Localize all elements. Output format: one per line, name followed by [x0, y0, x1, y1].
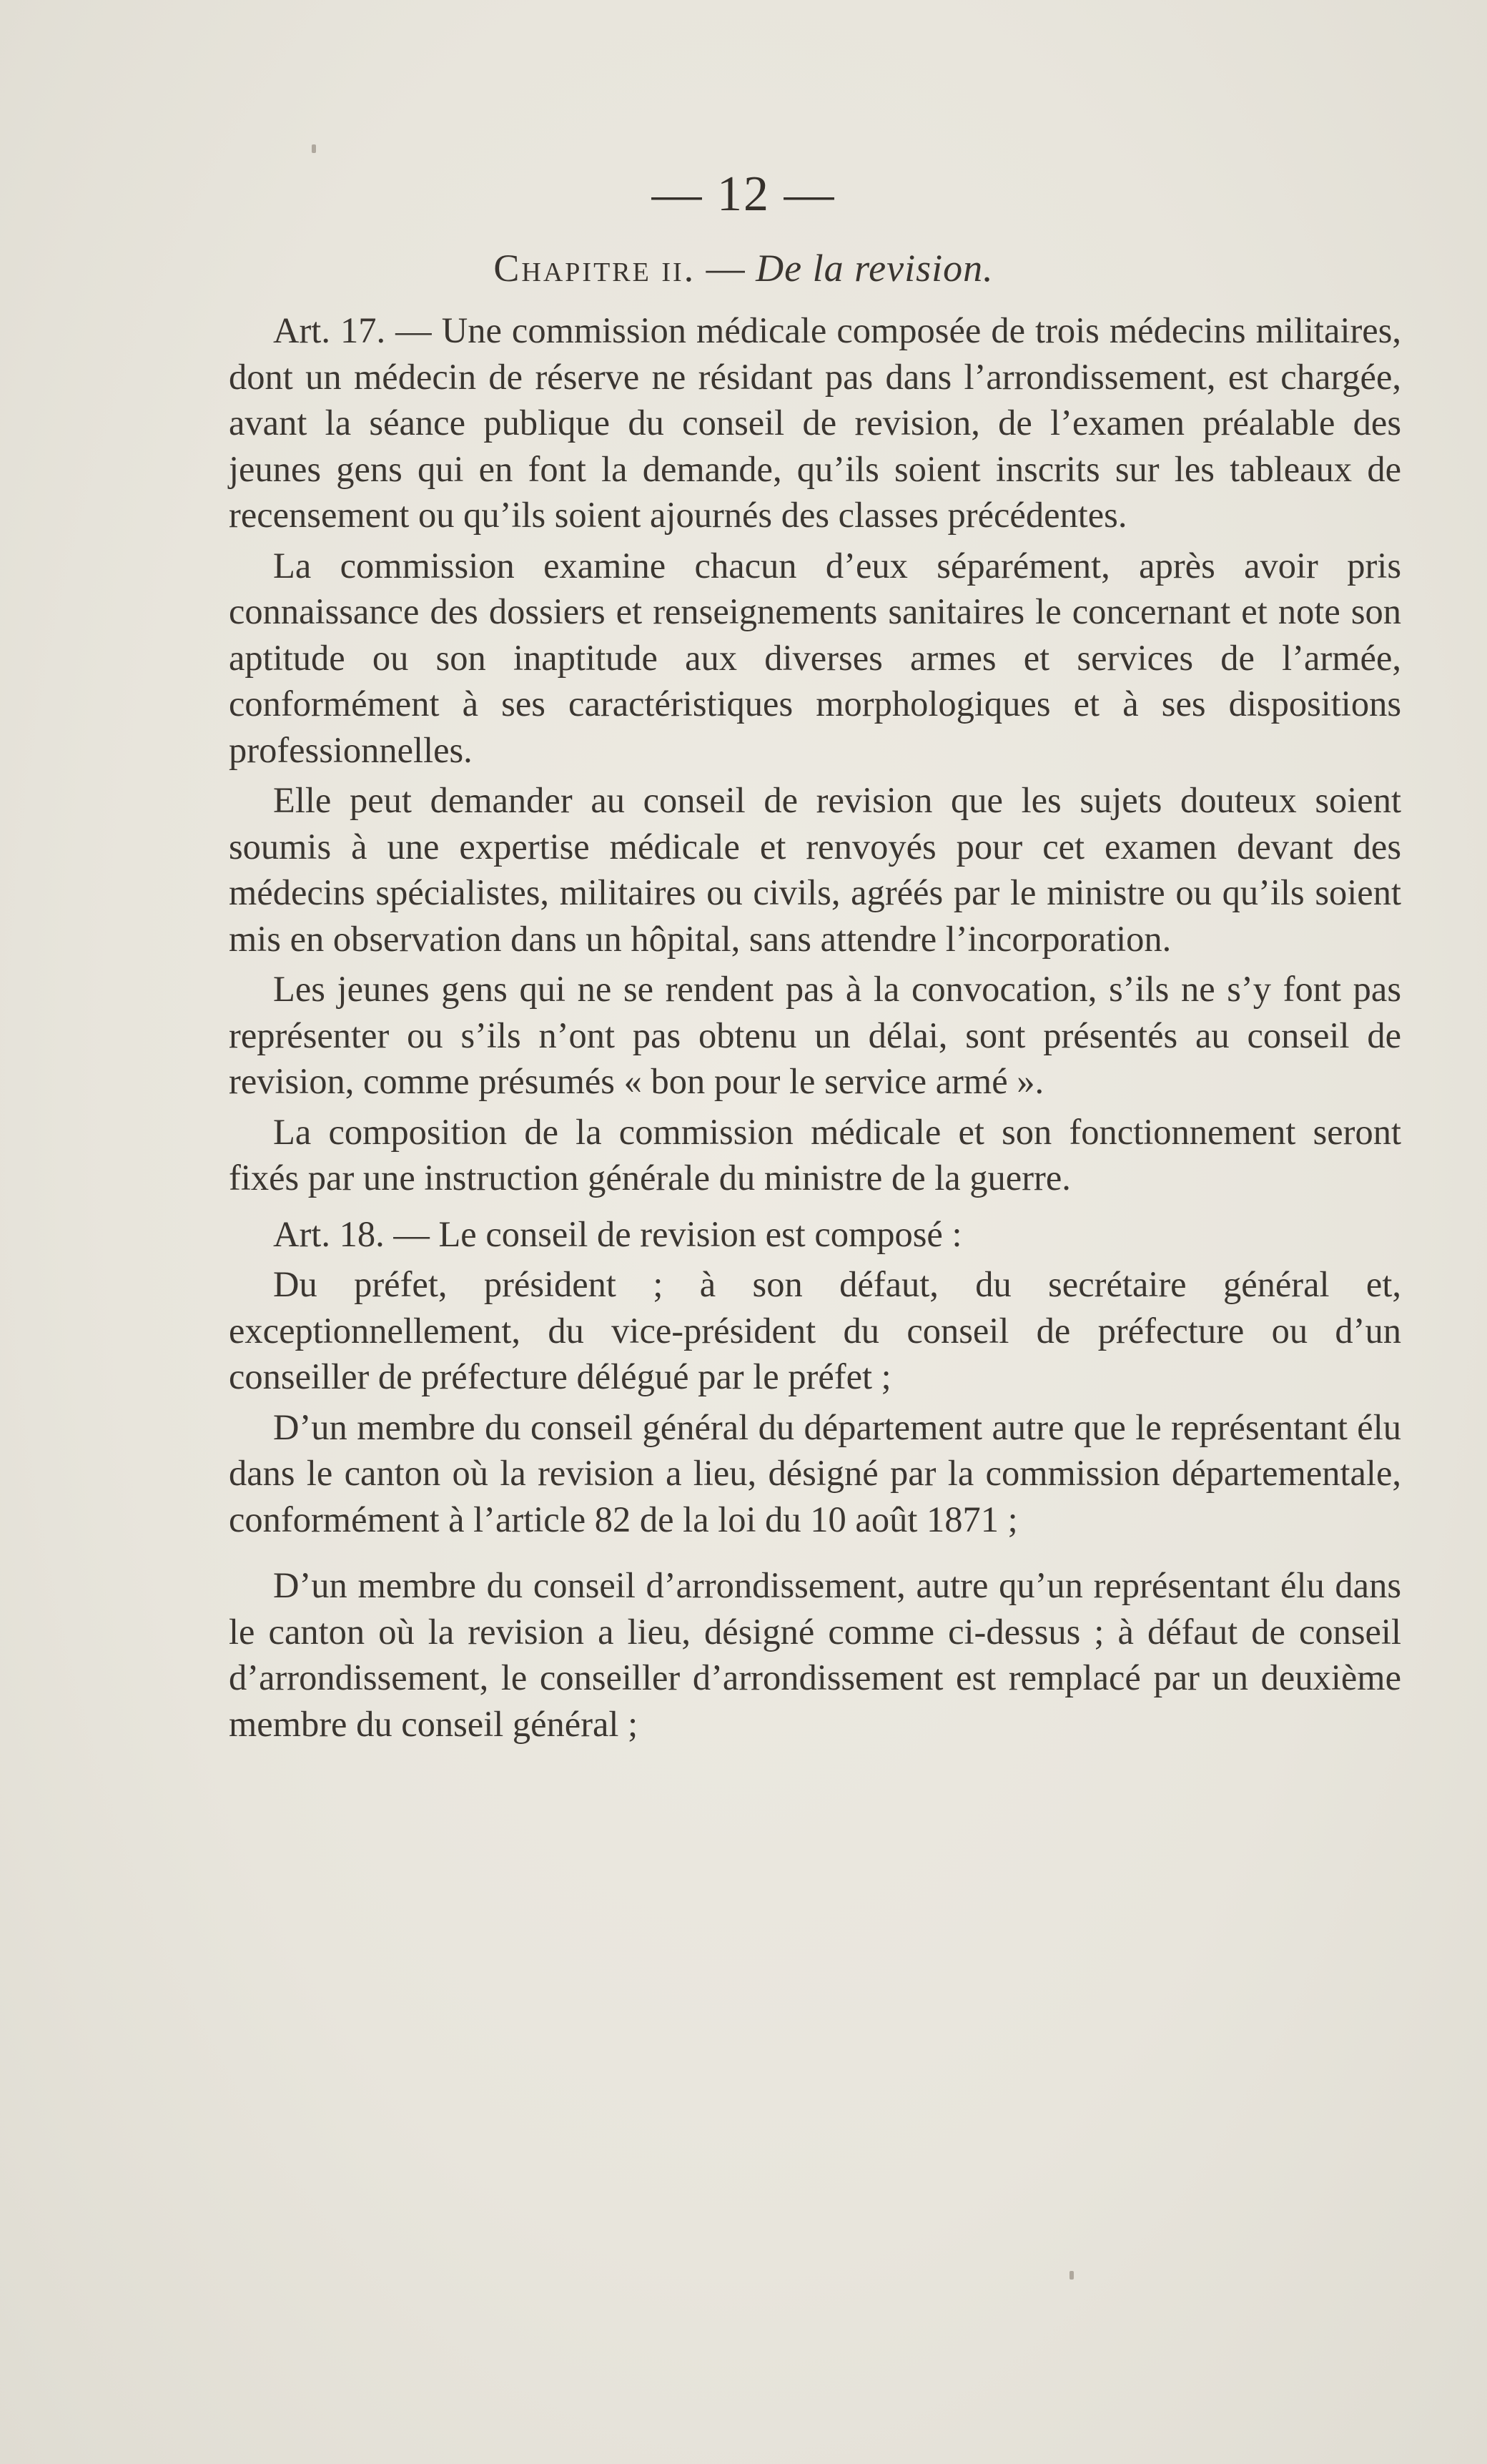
paragraph-art18: Art. 18. — Le conseil de revision est composé : [273, 1213, 962, 1254]
paper-speck [1069, 2271, 1074, 2280]
paragraph-composition: La composition de la commission médicale et son fonctionnement seront fixés par une instruction générale du ministre de la guerre. [229, 1111, 1401, 1198]
paragraph-commission-examine: La commission examine chacun d’eux séparément, après avoir pris connaissance des dossiers et renseignements sanitaires le concernant et note son aptitude ou son inaptitude aux diverses armes et services de l’armée, conformément à ses caractéristiques morphologiques et à ses dispositions professionnelles. [229, 545, 1401, 770]
paragraph-convocation: Les jeunes gens qui ne se rendent pas à la convocation, s’ils ne s’y font pas représenter ou s’ils n’ont pas obtenu un délai, sont présentés au conseil de revision, comme présumés « bon pour le service armé ». [229, 969, 1401, 1101]
paragraph-art17: Art. 17. — Une commission médicale composée de trois médecins militaires, dont un médecin de réserve ne résidant pas dans l’arrondissement, est chargée, avant la séance publique du conseil de revision, de l’examen préalable des jeunes gens qui en font la demande, qu’ils soient inscrits sur les tableaux de recensement ou qu’ils soient ajournés des classes précédentes. [229, 310, 1401, 535]
chapter-dash: — [706, 247, 746, 290]
paragraph-expertise: Elle peut demander au conseil de revision que les sujets douteux soient soumis à une expertise médicale et renvoyés pour cet examen devant des médecins spécialistes, militaires ou civils, agréés par le ministre ou qu’ils soient mis en observation dans un hôpital, sans attendre l’incorporation. [229, 780, 1401, 959]
chapter-number: ii. [661, 247, 696, 290]
paragraph-prefet: Du préfet, président ; à son défaut, du secrétaire général et, exceptionnellement, du vice-président du conseil de préfecture ou d’un conseiller de préfecture délégué par le préfet ; [229, 1264, 1401, 1396]
paragraph-conseil-general: D’un membre du conseil général du département autre que le représentant élu dans le canton où la revision a lieu, désigné par la commission départementale, conformément à l’article 82 de la loi du 10 août 1871 ; [229, 1406, 1401, 1539]
body-text [229, 307, 1401, 1751]
page-number: — 12 — [651, 167, 836, 222]
chapter-label: Chapitre [493, 247, 651, 290]
chapter-heading [0, 246, 1487, 290]
paragraph-conseil-arrondissement: D’un membre du conseil d’arrondissement, autre qu’un représentant élu dans le canton où la revision a lieu, désigné comme ci-dessus ; à défaut de conseil d’arrondissement, le conseiller d’arrondissement est remplacé par un deuxième membre du conseil général ; [229, 1565, 1401, 1744]
chapter-title: De la revision. [756, 247, 994, 290]
paper-speck [312, 144, 316, 153]
